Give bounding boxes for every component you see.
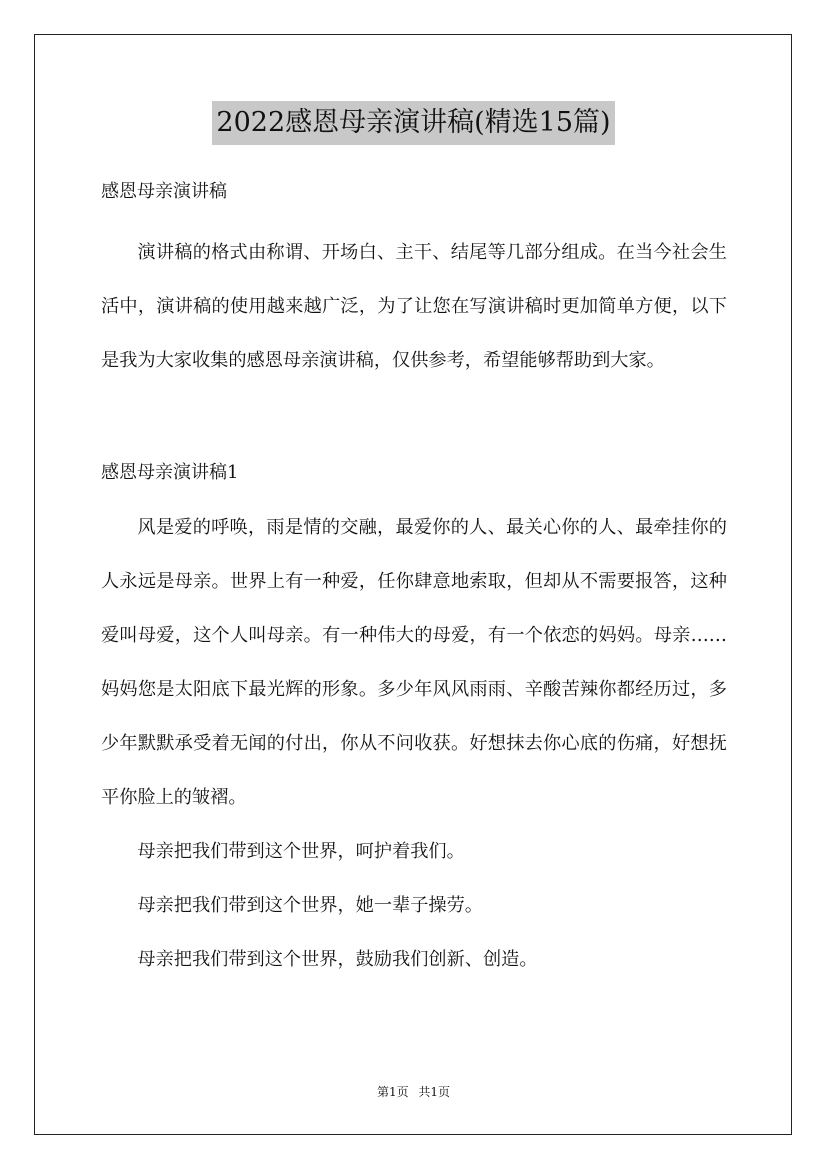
title-wrap: [0, 101, 827, 145]
intro-heading: 感恩母亲演讲稿: [101, 181, 227, 202]
intro-paragraph: 演讲稿的格式由称谓、开场白、主干、结尾等几部分组成。在当今社会生活中，演讲稿的使用越来越广泛，为了让您在写演讲稿时更加简单方便，以下是我为大家收集的感恩母亲演讲稿，仅供参考，希望能够帮助到大家。: [101, 242, 727, 371]
section1-paragraph: 母亲把我们带到这个世界，她一辈子操劳。: [137, 895, 483, 916]
document-body: [101, 170, 727, 987]
section1-paragraph: 母亲把我们带到这个世界，鼓励我们创新、创造。: [137, 949, 538, 970]
spacer: [101, 388, 727, 451]
page-footer: [0, 1083, 827, 1100]
page-number: 第1页: [376, 1085, 409, 1099]
section1-paragraph: 风是爱的呼唤，雨是情的交融，最爱你的人、最关心你的人、最牵挂你的人永远是母亲。世界上有一种爱，任你肆意地索取，但却从不需要报答，这种爱叫母爱，这个人叫母亲。有一种伟大的母爱，有一个依恋的妈妈。母亲……妈妈您是太阳底下最光辉的形象。多少年风风雨雨、辛酸苦辣你都经历过，多少年默默承受着无闻的付出，你从不问收获。好想抹去你心底的伤痛，好想抚平你脸上的皱褶。: [101, 517, 727, 808]
section1-paragraph: 母亲把我们带到这个世界，呵护着我们。: [137, 841, 465, 862]
document-title: 2022感恩母亲演讲稿(精选15篇): [212, 101, 614, 145]
page-total: 共1页: [418, 1085, 451, 1099]
section1-heading: 感恩母亲演讲稿1: [101, 462, 239, 483]
spacer: [101, 214, 727, 226]
